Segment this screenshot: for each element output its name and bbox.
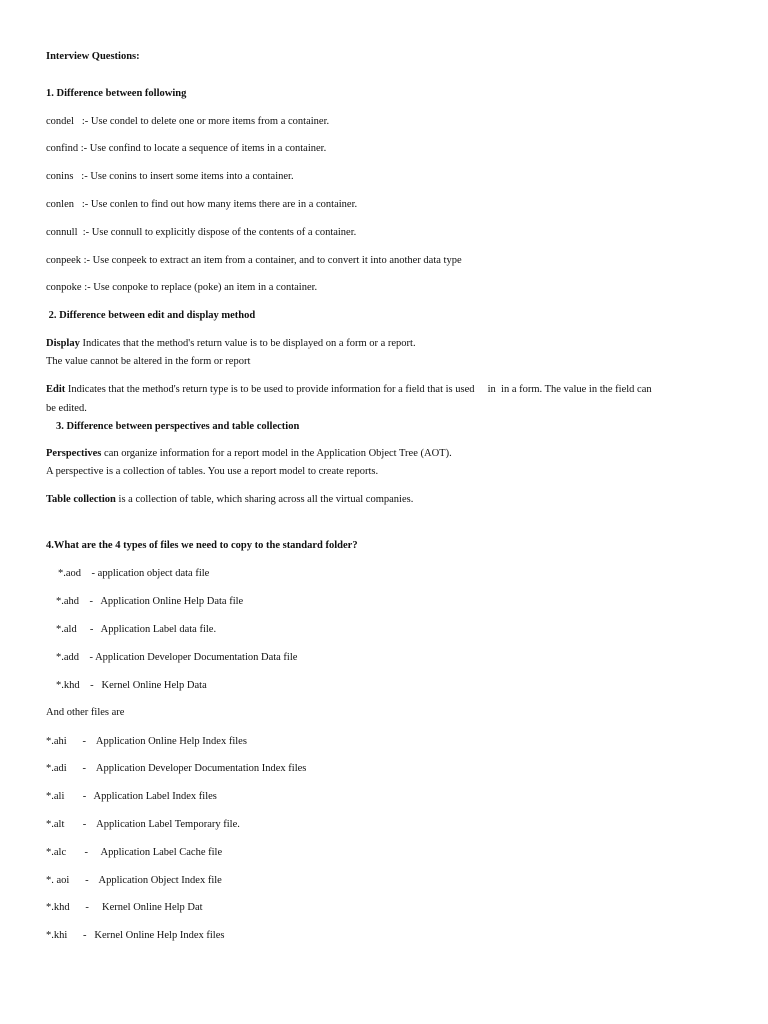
- table-collection-text: is a collection of table, which sharing across all the virtual companies.: [115, 494, 414, 505]
- display-term: Display: [46, 338, 80, 349]
- q3-perspectives-line2: A perspective is a collection of tables. You use a report model to create reports.: [46, 466, 379, 477]
- q3-heading: 3. Difference between perspectives and table collection: [56, 421, 300, 432]
- q4-file-ahd: *.ahd - Application Online Help Data file: [56, 596, 244, 607]
- q1-item-confind: confind :- Use confind to locate a sequence of items in a container.: [46, 143, 327, 154]
- edit-text: Indicates that the method's return type is to be used to provide information for a field that is used in in a form. The value in the field can: [65, 384, 652, 395]
- other-file-adi: *.adi - Application Developer Documentation Index files: [46, 763, 307, 774]
- q3-perspectives-line: [46, 447, 452, 460]
- other-file-khd: *.khd - Kernel Online Help Dat: [46, 902, 203, 913]
- other-file-alt: *.alt - Application Label Temporary file.: [46, 819, 240, 830]
- q1-item-condel: condel :- Use condel to delete one or more items from a container.: [46, 116, 330, 127]
- table-collection-term: Table collection: [46, 494, 116, 505]
- q1-item-conins: conins :- Use conins to insert some items into a container.: [46, 171, 294, 182]
- perspectives-text: can organize information for a report model in the Application Object Tree (AOT).: [101, 448, 452, 459]
- q2-heading: 2. Difference between edit and display method: [46, 310, 256, 321]
- q1-heading: 1. Difference between following: [46, 88, 187, 99]
- other-files-label: And other files are: [46, 707, 125, 718]
- display-text: Indicates that the method's return value is to be displayed on a form or a report.: [79, 338, 416, 349]
- other-file-alc: *.alc - Application Label Cache file: [46, 847, 223, 858]
- page-title: Interview Questions:: [46, 51, 140, 62]
- perspectives-term: Perspectives: [46, 448, 102, 459]
- q1-item-conpeek: conpeek :- Use conpeek to extract an item from a container, and to convert it into another data type: [46, 255, 462, 266]
- q4-heading: 4.What are the 4 types of files we need to copy to the standard folder?: [46, 540, 358, 551]
- q4-file-ald: *.ald - Application Label data file.: [56, 624, 217, 635]
- q1-item-connull: connull :- Use connull to explicitly dispose of the contents of a container.: [46, 227, 357, 238]
- q2-display-line: [46, 337, 416, 350]
- q1-item-conlen: conlen :- Use conlen to find out how many items there are in a container.: [46, 199, 358, 210]
- other-file-aoi: *. aoi - Application Object Index file: [46, 875, 222, 886]
- q4-file-aod: *.aod - application object data file: [58, 568, 210, 579]
- q2-edit-line2: be edited.: [46, 403, 87, 414]
- edit-term: Edit: [46, 384, 66, 395]
- q2-display-line2: The value cannot be altered in the form or report: [46, 356, 251, 367]
- q4-file-add: *.add - Application Developer Documentation Data file: [56, 652, 298, 663]
- q2-edit-line: [46, 383, 652, 396]
- other-file-ali: *.ali - Application Label Index files: [46, 791, 217, 802]
- other-file-khi: *.khi - Kernel Online Help Index files: [46, 930, 225, 941]
- other-file-ahi: *.ahi - Application Online Help Index files: [46, 736, 247, 747]
- q4-file-khd: *.khd - Kernel Online Help Data: [56, 680, 207, 691]
- q1-item-conpoke: conpoke :- Use conpoke to replace (poke) an item in a container.: [46, 282, 318, 293]
- q3-table-line: [46, 493, 413, 506]
